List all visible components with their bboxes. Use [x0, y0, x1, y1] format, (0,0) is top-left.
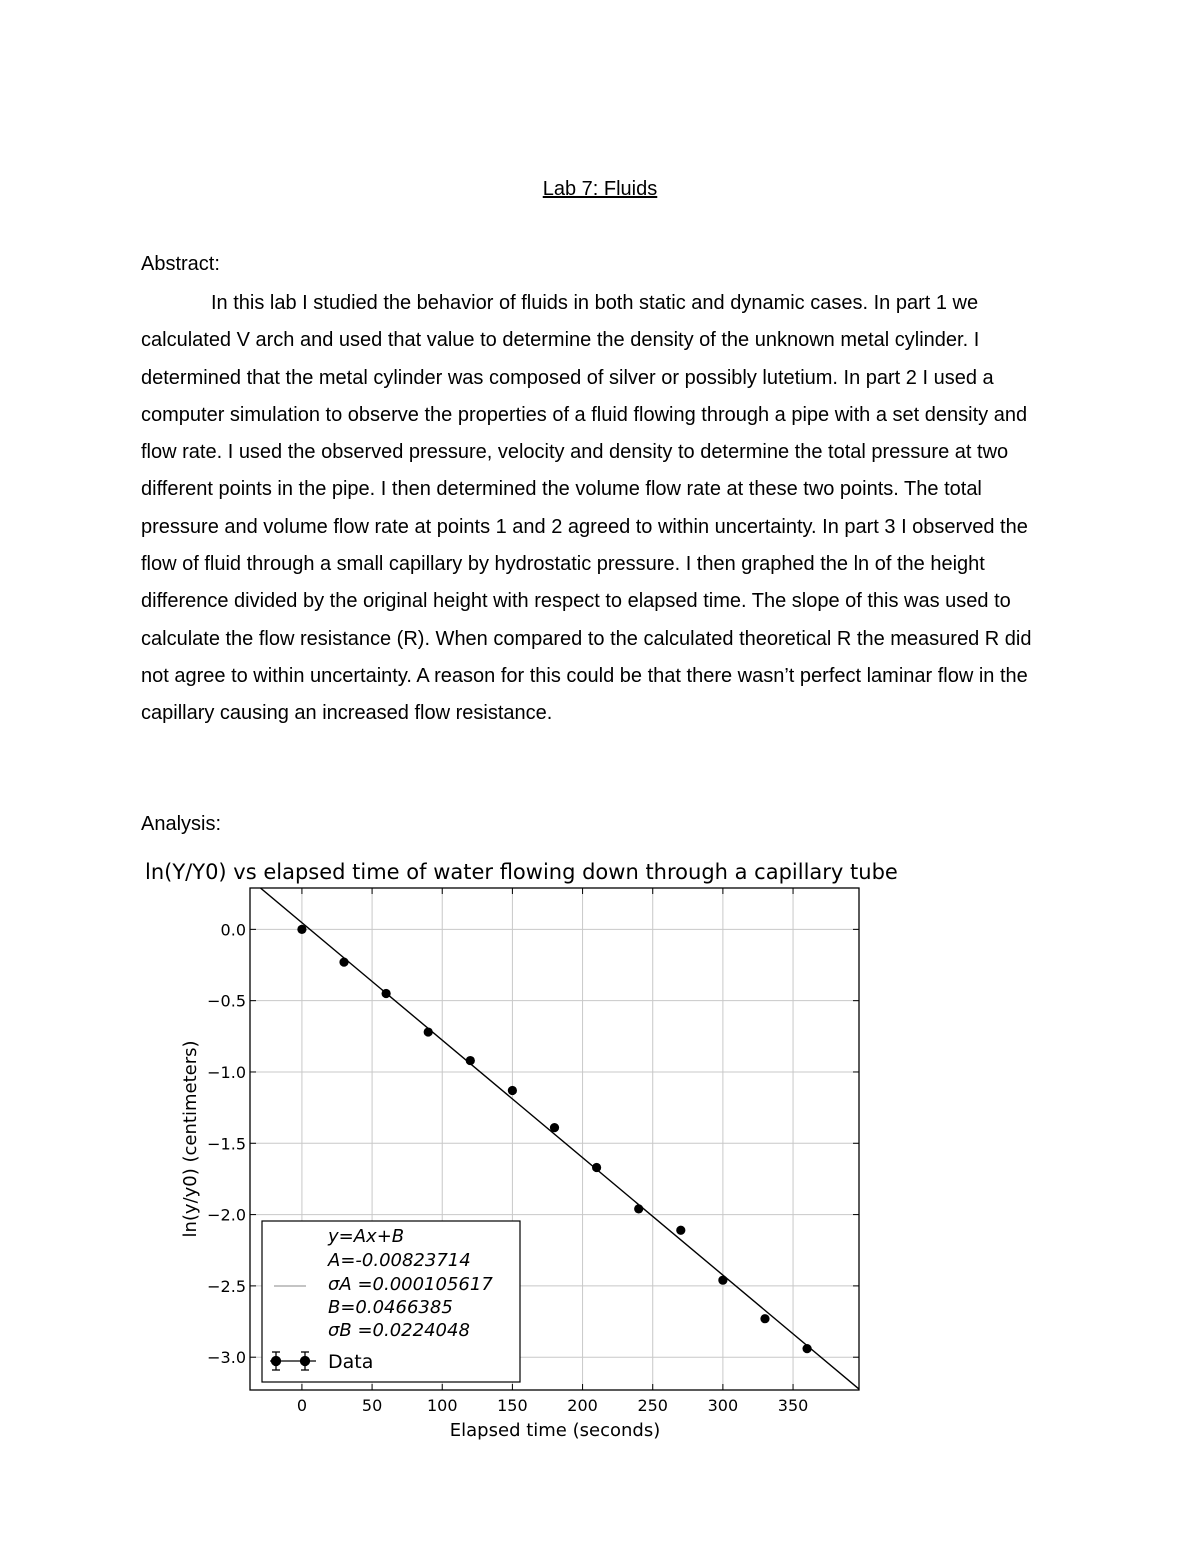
legend-equation: y=Ax+B: [328, 1226, 405, 1247]
y-tick-label: −1.0: [207, 1062, 246, 1082]
y-tick-label: −0.5: [207, 991, 246, 1011]
x-tick-label: 150: [497, 1396, 528, 1415]
y-tick-label: −3.0: [207, 1348, 246, 1368]
legend: [262, 1221, 520, 1382]
y-axis-label: ln(y/y0) (centimeters): [180, 1040, 201, 1238]
x-tick-label: 350: [777, 1396, 809, 1415]
y-tick-label: −1.5: [207, 1134, 246, 1154]
x-tick-label: 300: [707, 1396, 739, 1415]
x-tick-label: 50: [361, 1396, 383, 1415]
data-point: [424, 1027, 433, 1036]
data-point: [802, 1344, 811, 1353]
x-tick-label: 0: [296, 1396, 308, 1415]
x-tick-label: 200: [567, 1396, 598, 1415]
data-point: [508, 1086, 517, 1095]
fit-chart: [0, 850, 1200, 1450]
x-tick-label: 250: [637, 1396, 668, 1415]
data-point: [339, 958, 348, 967]
data-point: [760, 1314, 769, 1323]
y-tick-label: −2.0: [207, 1205, 246, 1225]
data-point: [634, 1204, 643, 1213]
abstract-body: [141, 285, 1061, 733]
legend-sigma-a: σA =0.000105617: [328, 1274, 493, 1295]
data-point: [592, 1163, 601, 1172]
legend-sigma-b: σB =0.0224048: [328, 1320, 470, 1341]
document-title: Lab 7: Fluids: [542, 178, 658, 200]
analysis-heading: Analysis:: [141, 813, 222, 835]
legend-a-value: A=-0.00823714: [328, 1250, 471, 1271]
abstract-heading: Abstract:: [141, 253, 220, 275]
data-point: [382, 989, 391, 998]
x-tick-label: 100: [426, 1396, 458, 1415]
y-tick-label: 0.0: [220, 920, 246, 940]
legend-data-label: Data: [328, 1351, 374, 1373]
x-axis-label: Elapsed time (seconds): [449, 1420, 661, 1441]
chart-title: ln(Y/Y0) vs elapsed time of water flowing down through a capillary tube: [145, 860, 898, 884]
data-point: [466, 1056, 475, 1065]
data-point: [718, 1276, 727, 1285]
abstract-paragraph: In this lab I studied the behavior of fluids in both static and dynamic cases. In part 1 we calculated V arch and used that value to determine the density of the unknown metal cylinder. I determined that the metal cylinder was composed of silver or possibly lutetium. In part 2 I used a computer simulation to observe the properties of a fluid flowing through a pipe with a set density and flow rate. I used the observed pressure, velocity and density to determine the total pressure at two different points in the pipe. I then determined the volume flow rate at these two points. The total pressure and volume flow rate at points 1 and 2 agreed to within uncertainty. In part 3 I observed the flow of fluid through a small capillary by hydrostatic pressure. I then graphed the ln of the height difference divided by the original height with respect to elapsed time. The slope of this was used to calculate the flow resistance (R). When compared to the calculated theoretical R the measured R did not agree to within uncertainty. A reason for this could be that there wasn’t perfect laminar flow in the capillary causing an increased flow resistance.: [141, 292, 1032, 725]
data-point: [676, 1226, 685, 1235]
data-point: [550, 1123, 559, 1132]
legend-b-value: B=0.0466385: [328, 1297, 453, 1318]
y-tick-label: −2.5: [207, 1276, 246, 1296]
data-point: [297, 925, 306, 934]
